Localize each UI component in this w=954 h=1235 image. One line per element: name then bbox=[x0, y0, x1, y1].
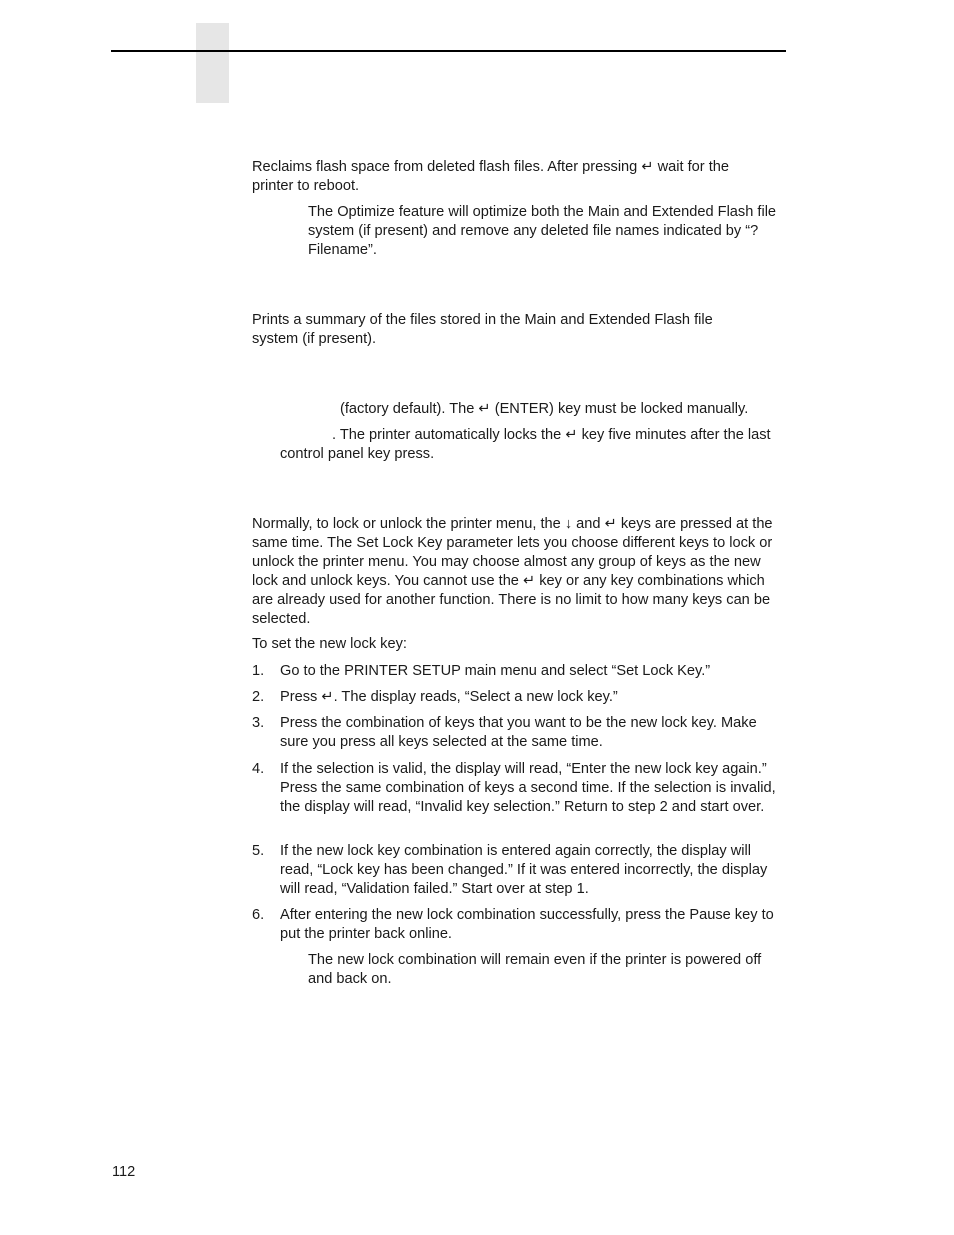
list-item-text: If the new lock key combination is entered again correctly, the display will read, “Lock key has been changed.” If it was entered incorrectly, the display will read, “Validation failed.” Start over at step 1. bbox=[280, 843, 768, 897]
header-tab bbox=[196, 23, 229, 103]
list-item-number: 3. bbox=[252, 715, 265, 731]
header-rule bbox=[111, 50, 786, 52]
list-item-number: 1. bbox=[252, 663, 265, 679]
list-item-text: Go to the PRINTER SETUP main menu and select “Set Lock Key.” bbox=[280, 663, 711, 679]
set-lock-key-note: The new lock combination will remain even if the printer is powered off and back on. bbox=[308, 952, 762, 987]
print-directory-description: Prints a summary of the files stored in the Main and Extended Flash file system (if present). bbox=[252, 312, 713, 347]
set-lock-key-intro: To set the new lock key: bbox=[252, 636, 407, 652]
list-item-text: If the selection is valid, the display will read, “Enter the new lock key again.” Press the same combination of keys a second time. If the selection is invalid, the display will read, “Invalid key selection.” Return to step 2 and start over. bbox=[280, 761, 776, 815]
optimize-description: Reclaims flash space from deleted flash files. After pressing ↵ wait for the printer to reboot. bbox=[252, 159, 730, 194]
auto-locking-option2: . The printer automatically locks the ↵ key five minutes after the last control panel key press. bbox=[280, 427, 771, 462]
optimize-note: The Optimize feature will optimize both the Main and Extended Flash file system (if present) and remove any deleted file names indicated by “?Filename”. bbox=[308, 204, 777, 258]
list-item-number: 5. bbox=[252, 843, 265, 859]
list-item-text: After entering the new lock combination successfully, press the Pause key to put the printer back online. bbox=[280, 907, 774, 942]
page-number: 112 bbox=[112, 1164, 136, 1180]
list-item-number: 6. bbox=[252, 907, 265, 923]
list-item-number: 2. bbox=[252, 689, 265, 705]
list-item-text: Press the combination of keys that you want to be the new lock key. Make sure you press all keys selected at the same time. bbox=[280, 715, 757, 750]
list-item-number: 4. bbox=[252, 761, 265, 777]
auto-locking-option1: (factory default). The ↵ (ENTER) key must be locked manually. bbox=[340, 401, 749, 417]
list-item-text: Press ↵. The display reads, “Select a new lock key.” bbox=[280, 689, 618, 705]
set-lock-key-description: Normally, to lock or unlock the printer menu, the ↓ and ↵ keys are pressed at the same time. The Set Lock Key parameter lets you choose different keys to lock or unlock the printer menu. You may choose almost any group of keys as the new lock and unlock keys. You cannot use the ↵ key or any key combinations which are already used for another function. There is no limit to how many keys can be selected. bbox=[252, 516, 773, 627]
